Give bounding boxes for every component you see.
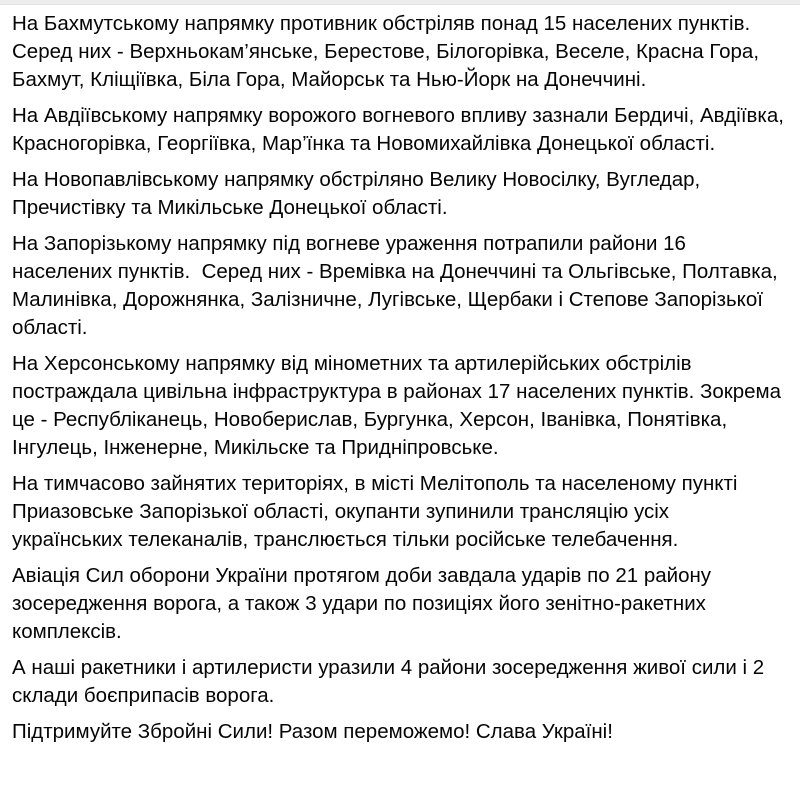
paragraph-zaporizhzhia-direction: На Запорізькому напрямку під вогневе ураження потрапили райони 16 населених пунктів. Серед них - Времівка на Донеччині та Ольгівське, Полтавка, Малинівка, Дорожнянка, Залізничне, Лугівське, Щербаки і Степове Запорізької області. [12,232,784,339]
paragraph-novopavlivka-direction: На Новопавлівському напрямку обстріляно Велику Новосілку, Вугледар, Пречистівку та Микільське Донецької області. [12,168,706,219]
paragraph-artillery-strikes: А наші ракетники і артилеристи уразили 4 райони зосередження живої сили і 2 склади боєприпасів ворога. [12,656,770,707]
paragraph-aviation-strikes: Авіація Сил оборони України протягом доби завдала ударів по 21 району зосередження ворога, а також 3 удари по позиціях його зенітно-ракетних комплексів. [12,564,717,643]
paragraph-bakhmut-direction: На Бахмутському напрямку противник обстріляв понад 15 населених пунктів. Серед них - Верхньокам’янське, Берестове, Білогорівка, Веселе, Красна Гора, Бахмут, Кліщіївка, Біла Гора, Майорськ та Нью-Йорк на Донеччині. [12,12,765,91]
paragraph-closing-slogan: Підтримуйте Збройні Сили! Разом переможемо! Слава Україні! [12,720,613,743]
paragraph-avdiivka-direction: На Авдіївському напрямку ворожого вогневого впливу зазнали Бердичі, Авдіївка, Красногорівка, Георгіївка, Мар’їнка та Новомихайлівка Донецької області. [12,104,790,155]
post-body [0,5,800,758]
paragraph-kherson-direction: На Херсонському напрямку від мінометних та артилерійських обстрілів постраждала цивільна інфраструктура в районах 17 населених пунктів. Зокрема це - Республіканець, Новоберислав, Бургунка, Херсон, Іванівка, Понятівка, Інгулець, Інженерне, Микільске та Придніпровське. [12,352,787,459]
paragraph-occupied-territories: На тимчасово зайнятих територіях, в місті Мелітополь та населеному пункті Приазовське Запорізької області, окупанти зупинили трансляцію усіх українських телеканалів, транслюється тільки російське телебачення. [12,472,744,551]
